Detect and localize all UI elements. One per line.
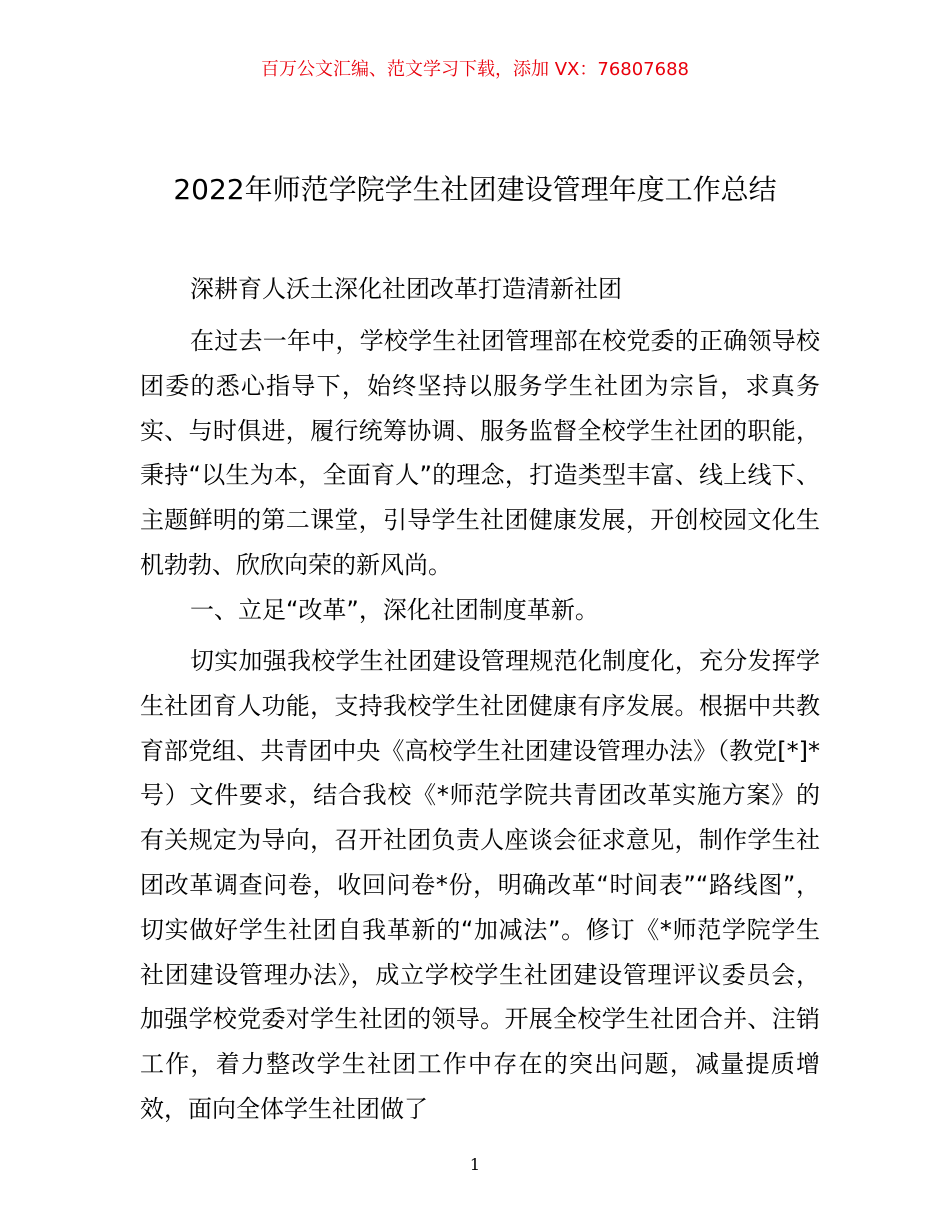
paragraph-reform: 切实加强我校学生社团建设管理规范化制度化，充分发挥学生社团育人功能，支持我校学生社团健康有序发展。根据中共教育部党组、共青团中央《高校学生社团建设管理办法》（教党[*]*号）文件要求，结合我校《*师范学院共青团改革实施方案》的有关规定为导向，召开社团负责人座谈会征求意见，制作学生社团改革调查问卷，收回问卷*份，明确改革“时间表”“路线图”，切实做好学生社团自我革新的“加减法”。修订《*师范学院学生社团建设管理办法》，成立学校学生社团建设管理评议委员会，加强学校党委对学生社团的领导。开展全校学生社团合并、注销工作，着力整改学生社团工作中存在的突出问题，减量提质增效，面向全体学生社团做了 xyxy=(140,647,820,1123)
document-subtitle: 深耕育人沃土深化社团改革打造清新社团 xyxy=(190,275,622,303)
header-banner: 百万公文汇编、范文学习下载，添加 VX：76807688 xyxy=(261,59,689,80)
page-number: 1 xyxy=(469,1155,481,1174)
paragraph-intro: 在过去一年中，学校学生社团管理部在校党委的正确领导校团委的悉心指导下，始终坚持以服务学生社团为宗旨，求真务实、与时俱进，履行统筹协调、服务监督全校学生社团的职能，秉持“以生为本，全面育人”的理念，打造类型丰富、线上线下、主题鲜明的第二课堂，引导学生社团健康发展，开创校园文化生机勃勃、欣欣向荣的新风尚。 xyxy=(140,327,820,579)
document-title: 2022年师范学院学生社团建设管理年度工作总结 xyxy=(173,173,777,206)
section-heading-1: 一、立足“改革”，深化社团制度革新。 xyxy=(190,596,599,624)
